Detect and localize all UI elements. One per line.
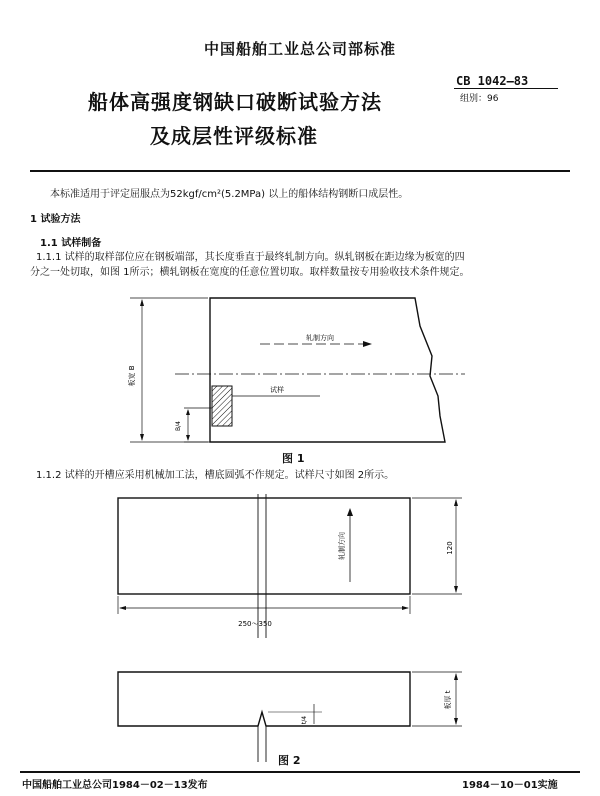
issued-date: 中国船舶工业总公司1984－02－13发布 [22, 780, 208, 791]
thickness-label: 板厚 t [444, 690, 452, 710]
header-divider [30, 170, 570, 172]
section-1-1-1-line1: 1.1.1 试样的取样部位应在钢板端部，其长度垂直于最终轧制方向。纵轧钢板在距边缘为板宽的四 [36, 252, 465, 263]
specimen-hatched [212, 386, 232, 426]
specimen-plan-outline [118, 498, 410, 594]
figure-2-caption: 图 2 [278, 754, 301, 767]
organization-header: 中国船舶工业总公司部标准 [203, 40, 396, 58]
height-label: 120 [446, 541, 454, 555]
footer-divider [20, 771, 580, 773]
specimen-side-outline [118, 672, 410, 726]
notch-depth-label: t/4 [301, 715, 308, 725]
section-1-1-heading: 1.1 试样制备 [40, 238, 102, 249]
edge-distance-label: B/4 [175, 421, 182, 431]
length-label: 250～350 [238, 620, 272, 628]
section-1-1-2-paragraph: 1.1.2 试样的开槽应采用机械加工法，槽底圆弧不作规定。试样尺寸如图 2所示。 [36, 470, 395, 481]
intro-paragraph: 本标准适用于评定屈服点为52kgf/cm²(5.2MPa) 以上的船体结构钢断口成层性。 [50, 189, 409, 200]
plate-width-label: 板宽 B [128, 365, 136, 387]
steel-plate-outline [210, 298, 445, 442]
standard-number-rule [454, 88, 558, 89]
classification: 组别：96 [460, 94, 499, 104]
standard-number: CB 1042—83 [456, 74, 529, 88]
figure-1-caption: 图 1 [282, 452, 305, 465]
figure-1-drawing [120, 296, 480, 456]
figure-2-top-view [100, 490, 480, 640]
document-title-line2: 及成层性评级标准 [150, 124, 318, 148]
figure-2-side-view [100, 664, 480, 764]
document-title-line1: 船体高强度钢缺口破断试验方法 [88, 90, 382, 114]
specimen-label: 试样 [270, 386, 284, 394]
section-1-1-1-line2: 分之一处切取，如图 1所示；横轧钢板在宽度的任意位置切取。取样数量按专用验收技术条件规定。 [30, 267, 470, 278]
rolling-direction-vertical-label: 轧制方向 [338, 532, 346, 560]
effective-date: 1984－10－01实施 [462, 780, 558, 791]
section-1-heading: 1 试验方法 [30, 214, 81, 225]
rolling-direction-label: 轧制方向 [306, 334, 334, 342]
